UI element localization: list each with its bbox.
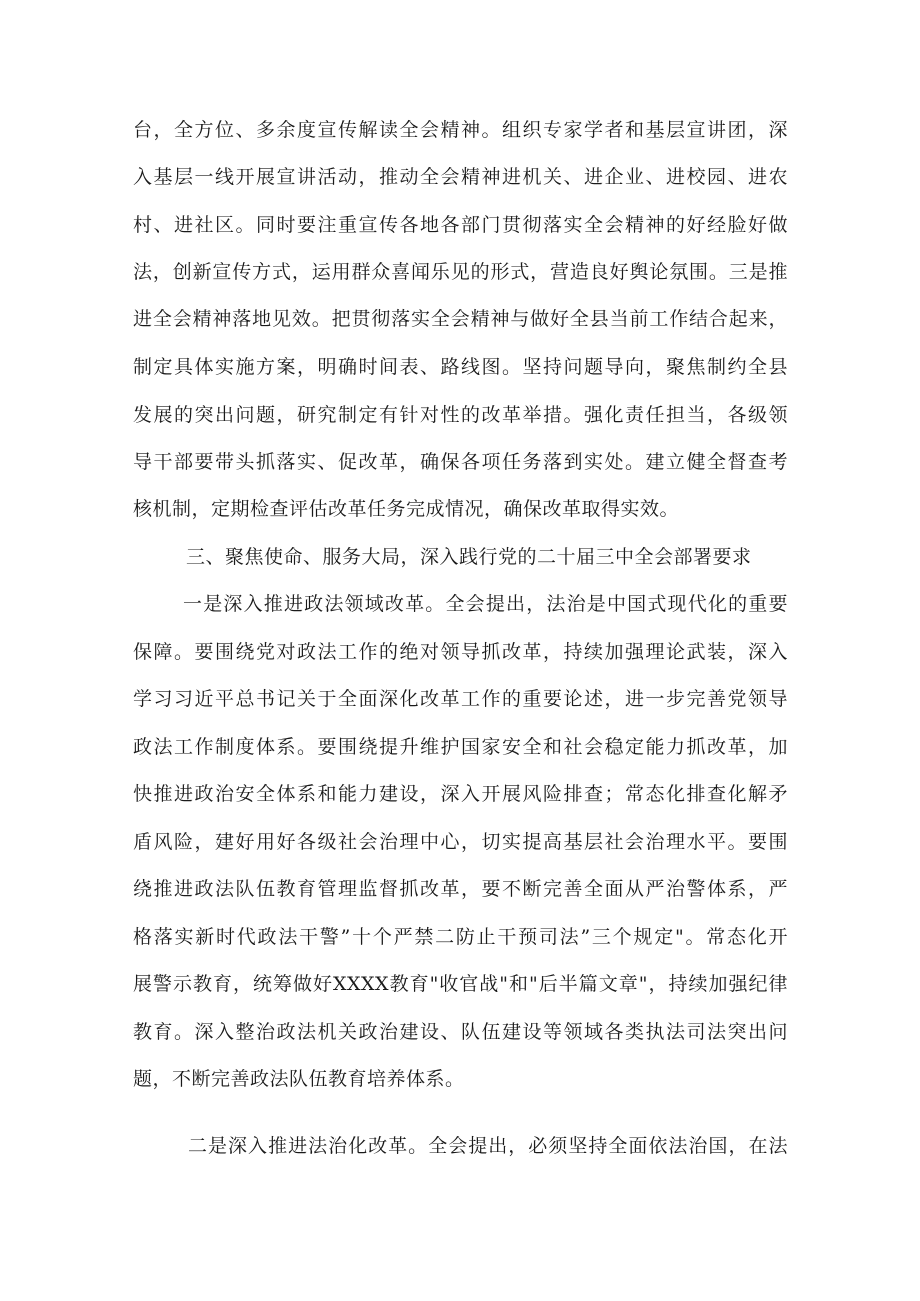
paragraph-line: 制定具体实施方案，明确时间表、路线图。坚持问题导向，聚焦制约全县	[133, 356, 788, 378]
paragraph-line: 导干部要带头抓落实、促改革，确保各项任务落到实处。建立健全督查考	[133, 451, 788, 473]
paragraph-line: 学习习近平总书记关于全面深化改革工作的重要论述，进一步完善党领导	[133, 688, 788, 710]
paragraph-line: 进全会精神落地见效。把贯彻落实全会精神与做好全县当前工作结合起来，	[133, 308, 788, 330]
paragraph-line: 入基层一线开展宣讲活动，推动全会精神进机关、进企业、进校园、进农	[133, 166, 788, 188]
paragraph-line: 核机制，定期检查评估改革任务完成情况，确保改革取得实效。	[133, 498, 680, 520]
paragraph-line: 发展的突出问题，研究制定有针对性的改革举措。强化责任担当，各级领	[133, 404, 788, 426]
paragraph-line: 二是深入推进法治化改革。全会提出，必须坚持全面依法治国，在法	[188, 1135, 788, 1157]
paragraph-line: 一是深入推进政法领域改革。全会提出，法治是中国式现代化的重要	[183, 593, 788, 615]
paragraph-line: 台，全方位、多余度宣传解读全会精神。组织专家学者和基层宣讲团，深	[133, 119, 788, 141]
paragraph-line: 题，不断完善政法队伍教育培养体系。	[133, 1068, 465, 1090]
section-heading: 三、聚焦使命、服务大局，深入践行党的二十届三中全会部署要求	[186, 546, 752, 568]
paragraph-line: 教育。深入整治政法机关政治建设、队伍建设等领域各类执法司法突出问	[133, 1021, 788, 1043]
paragraph-line: 快推进政治安全体系和能力建设，深入开展风险排查；常态化排查化解矛	[133, 783, 788, 805]
paragraph-line: 村、进社区。同时要注重宣传各地各部门贯彻落实全会精神的好经脸好做	[133, 214, 788, 236]
paragraph-line: 展警示教育，统筹做好XXXX教育"收官战"和"后半篇文章"，持续加强纪律	[133, 973, 788, 995]
paragraph-line: 保障。要围绕党对政法工作的绝对领导抓改革，持续加强理论武装，深入	[133, 641, 788, 663]
paragraph-line: 盾风险，建好用好各级社会治理中心，切实提高基层社会治理水平。要围	[133, 831, 788, 853]
paragraph-line: 政法工作制度体系。要围绕提升维护国家安全和社会稳定能力抓改革，加	[133, 736, 788, 758]
paragraph-line: 法，创新宣传方式，运用群众喜闻乐见的形式，营造良好舆论氛围。三是推	[133, 261, 788, 283]
paragraph-line: 格落实新时代政法干警”十个严禁二防止干预司法”三个规定"。常态化开	[133, 926, 788, 948]
paragraph-line: 绕推进政法队伍教育管理监督抓改革，要不断完善全面从严治警体系，严	[133, 878, 788, 900]
